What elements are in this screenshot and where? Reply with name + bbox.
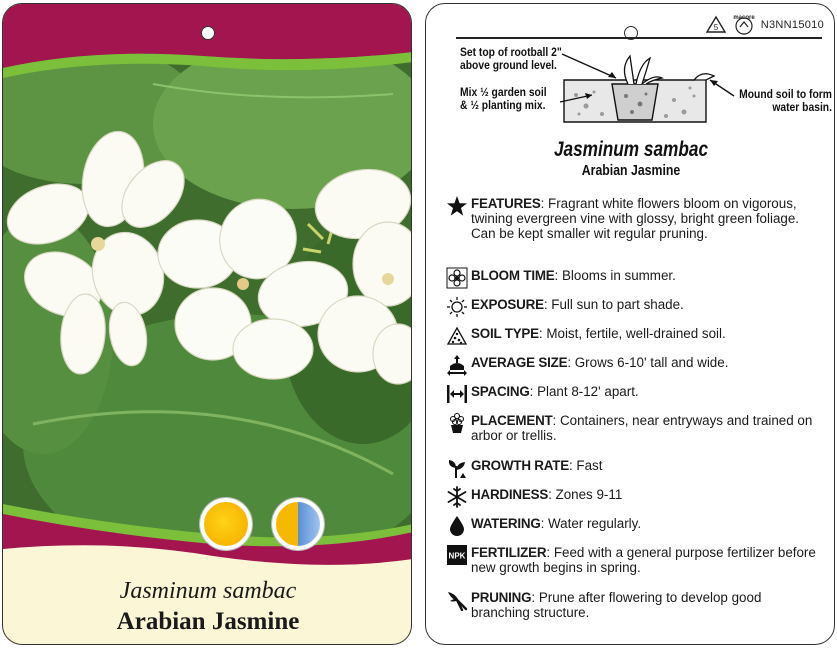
- planting-mix-label: Mix ½ garden soil & ½ planting mix.: [460, 85, 547, 112]
- back-tag: [425, 3, 835, 645]
- feature-watering: WATERING: Water regularly.: [446, 516, 818, 537]
- feature-bloom-time: BLOOM TIME: Blooms in summer.: [446, 268, 818, 289]
- snowflake-icon: [446, 486, 468, 508]
- feature-average-size: AVERAGE SIZE: Grows 6-10' tall and wide.: [446, 355, 818, 376]
- growth-icon: [446, 457, 468, 479]
- sun-icon: [446, 296, 468, 318]
- feature-placement: PLACEMENT: Containers, near entryways and trained on arbor or trellis.: [446, 413, 818, 443]
- soil-icon: [446, 325, 468, 347]
- full-sun-swatch-icon: [200, 498, 252, 550]
- planting-rootball-label: Set top of rootball 2" above ground level.: [460, 45, 562, 72]
- plant-photo: [3, 4, 412, 645]
- divider: [456, 37, 822, 39]
- planting-diagram: [444, 40, 834, 132]
- feature-features: FEATURES: Fragrant white flowers bloom on vigorous, twining evergreen vine with glossy, bright green foliage. Can be kept smaller wit regular pruning.: [446, 196, 818, 241]
- feature-spacing: SPACING: Plant 8-12' apart.: [446, 384, 818, 405]
- feature-fertilizer: NPK FERTILIZER: Feed with a general purpose fertilizer before new growth begins in spring.: [446, 545, 818, 575]
- size-icon: [446, 354, 468, 376]
- svg-text:NPK: NPK: [448, 551, 466, 561]
- front-botanical-name: Jasminum sambac: [119, 578, 297, 604]
- feature-soil-type: SOIL TYPE: Moist, fertile, well-drained soil.: [446, 326, 818, 347]
- placement-icon: [446, 412, 468, 434]
- front-common-name: Arabian Jasmine: [116, 608, 300, 635]
- back-common-name: Arabian Jasmine: [581, 162, 681, 179]
- recycle-icon: [705, 15, 727, 35]
- flower-icon: [446, 267, 468, 289]
- svg-text:5: 5: [713, 23, 718, 32]
- part-sun-swatch-icon: [272, 498, 324, 550]
- hang-hole: [201, 26, 215, 40]
- star-icon: [446, 195, 468, 217]
- feature-exposure: EXPOSURE: Full sun to part shade.: [446, 297, 818, 318]
- svg-text:macore: macore: [733, 15, 755, 21]
- npk-icon: [446, 544, 468, 566]
- product-code: N3NN15010: [760, 19, 824, 31]
- pruners-icon: [446, 589, 468, 611]
- feature-hardiness: HARDINESS: Zones 9-11: [446, 487, 818, 508]
- back-botanical-name: Jasminum sambac: [553, 138, 709, 161]
- macore-logo-icon: [731, 14, 757, 36]
- front-tag: [2, 3, 412, 645]
- feature-growth-rate: GROWTH RATE: Fast: [446, 458, 818, 479]
- spacing-icon: [446, 383, 468, 405]
- logo-area: [705, 14, 824, 36]
- planting-mound-label: Mound soil to form water basin.: [739, 87, 832, 114]
- feature-pruning: PRUNING: Prune after flowering to develop good branching structure.: [446, 590, 818, 620]
- water-drop-icon: [446, 515, 468, 537]
